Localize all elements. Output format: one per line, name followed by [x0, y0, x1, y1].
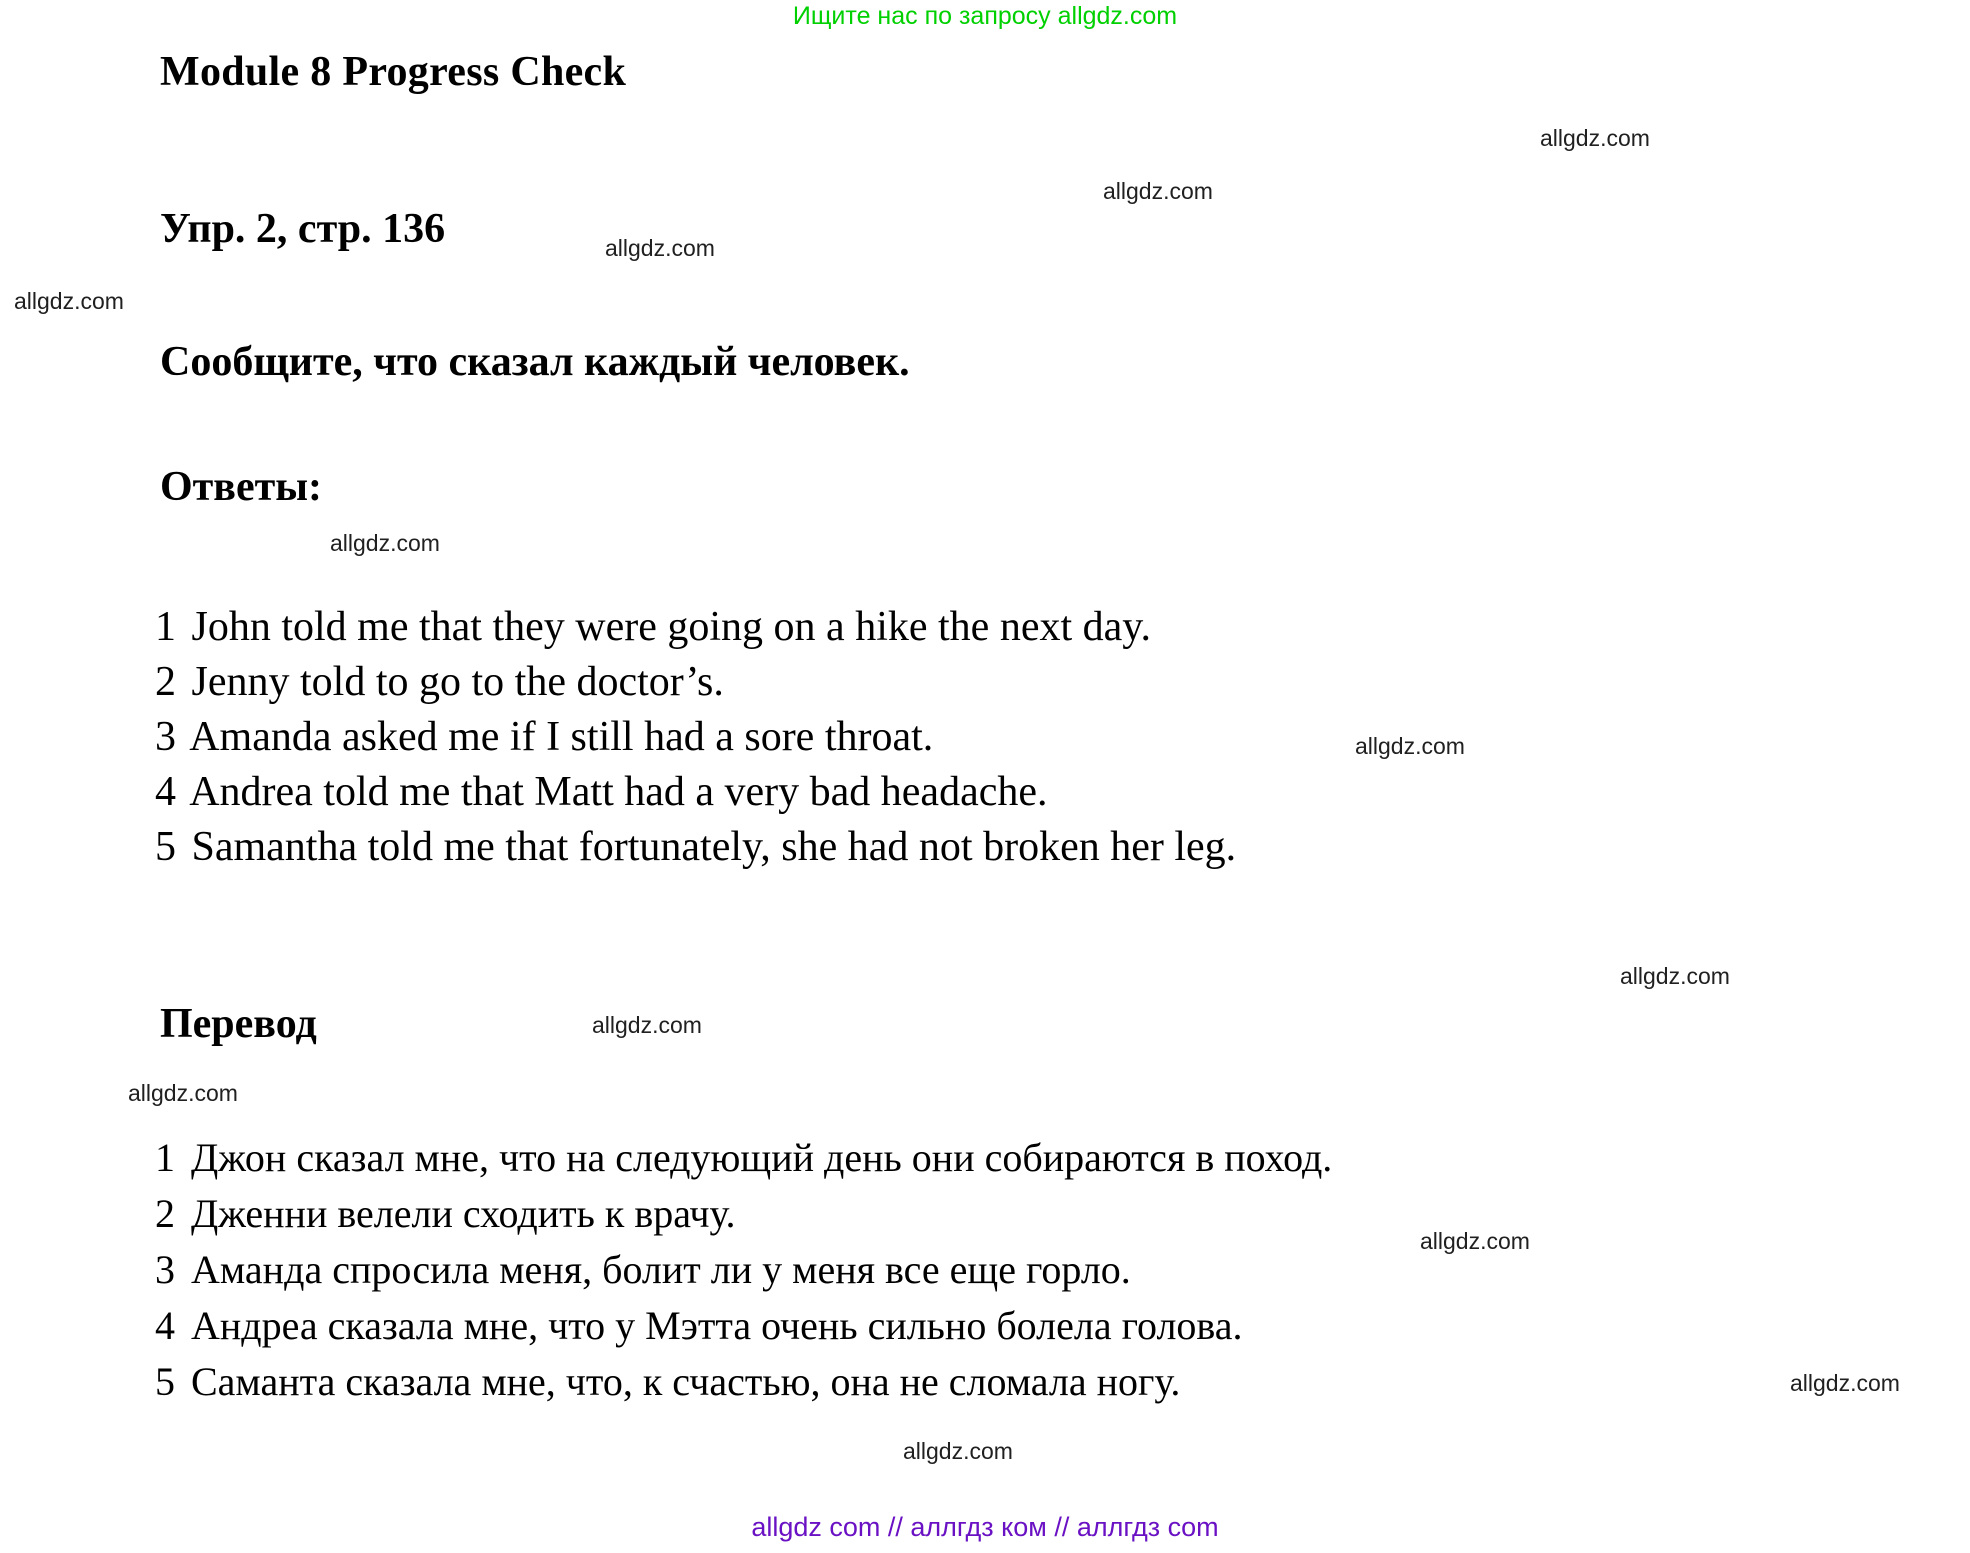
answer-text: Samantha told me that fortunately, she had not broken her leg. [191, 824, 1237, 870]
translation-number: 4 [155, 1303, 175, 1348]
translation-heading: Перевод [160, 1001, 317, 1047]
translation-item [155, 1130, 1935, 1186]
watermark: allgdz.com [592, 1012, 702, 1038]
site-banner: Ищите нас по запросу allgdz.com [792, 2, 1178, 30]
page-title: Module 8 Progress Check [160, 49, 627, 95]
answer-item [155, 655, 1855, 710]
answer-text: John told me that they were going on a hike the next day. [191, 604, 1152, 650]
translation-text: Андреа сказала мне, что у Мэтта очень сильно болела голова. [191, 1303, 1243, 1348]
answer-text: Andrea told me that Matt had a very bad headache. [189, 769, 1048, 815]
translation-list [155, 1130, 1935, 1410]
answers-heading: Ответы: [160, 464, 323, 510]
watermark: allgdz.com [128, 1080, 238, 1106]
answers-list [155, 600, 1855, 875]
answer-text: Amanda asked me if I still had a sore throat. [189, 714, 934, 760]
translation-text: Аманда спросила меня, болит ли у меня все еще горло. [191, 1247, 1131, 1292]
answer-text: Jenny told to go to the doctor’s. [191, 659, 724, 705]
watermark: allgdz.com [1420, 1228, 1530, 1254]
watermark: allgdz.com [903, 1438, 1013, 1464]
translation-number: 5 [155, 1359, 175, 1404]
task-instruction: Сообщите, что сказал каждый человек. [160, 339, 910, 385]
answer-number: 5 [155, 824, 176, 870]
answer-item [155, 765, 1855, 820]
translation-item [155, 1186, 1935, 1242]
translation-text: Саманта сказала мне, что, к счастью, она не сломала ногу. [191, 1359, 1181, 1404]
answer-number: 1 [155, 604, 176, 650]
answer-item [155, 600, 1855, 655]
watermark: allgdz.com [14, 288, 124, 314]
translation-text: Джон сказал мне, что на следующий день они собираются в поход. [191, 1135, 1333, 1180]
watermark: allgdz.com [605, 235, 715, 261]
translation-text: Дженни велели сходить к врачу. [191, 1191, 736, 1236]
translation-number: 2 [155, 1191, 175, 1236]
watermark: allgdz.com [1103, 178, 1213, 204]
translation-item [155, 1298, 1935, 1354]
answer-item [155, 710, 1855, 765]
answer-number: 3 [155, 714, 176, 760]
translation-number: 3 [155, 1247, 175, 1292]
answer-number: 4 [155, 769, 176, 815]
translation-item [155, 1242, 1935, 1298]
exercise-reference: Упр. 2, стр. 136 [160, 206, 446, 252]
answer-item [155, 820, 1855, 875]
translation-number: 1 [155, 1135, 175, 1180]
watermark: allgdz.com [1790, 1370, 1900, 1396]
watermark: allgdz.com [1540, 125, 1650, 151]
watermark: allgdz.com [1620, 963, 1730, 989]
watermark: allgdz.com [330, 530, 440, 556]
translation-item [155, 1354, 1935, 1410]
answer-number: 2 [155, 659, 176, 705]
watermark: allgdz.com [1355, 733, 1465, 759]
footer-links: allgdz com // аллгдз ком // аллгдз com [751, 1512, 1219, 1542]
